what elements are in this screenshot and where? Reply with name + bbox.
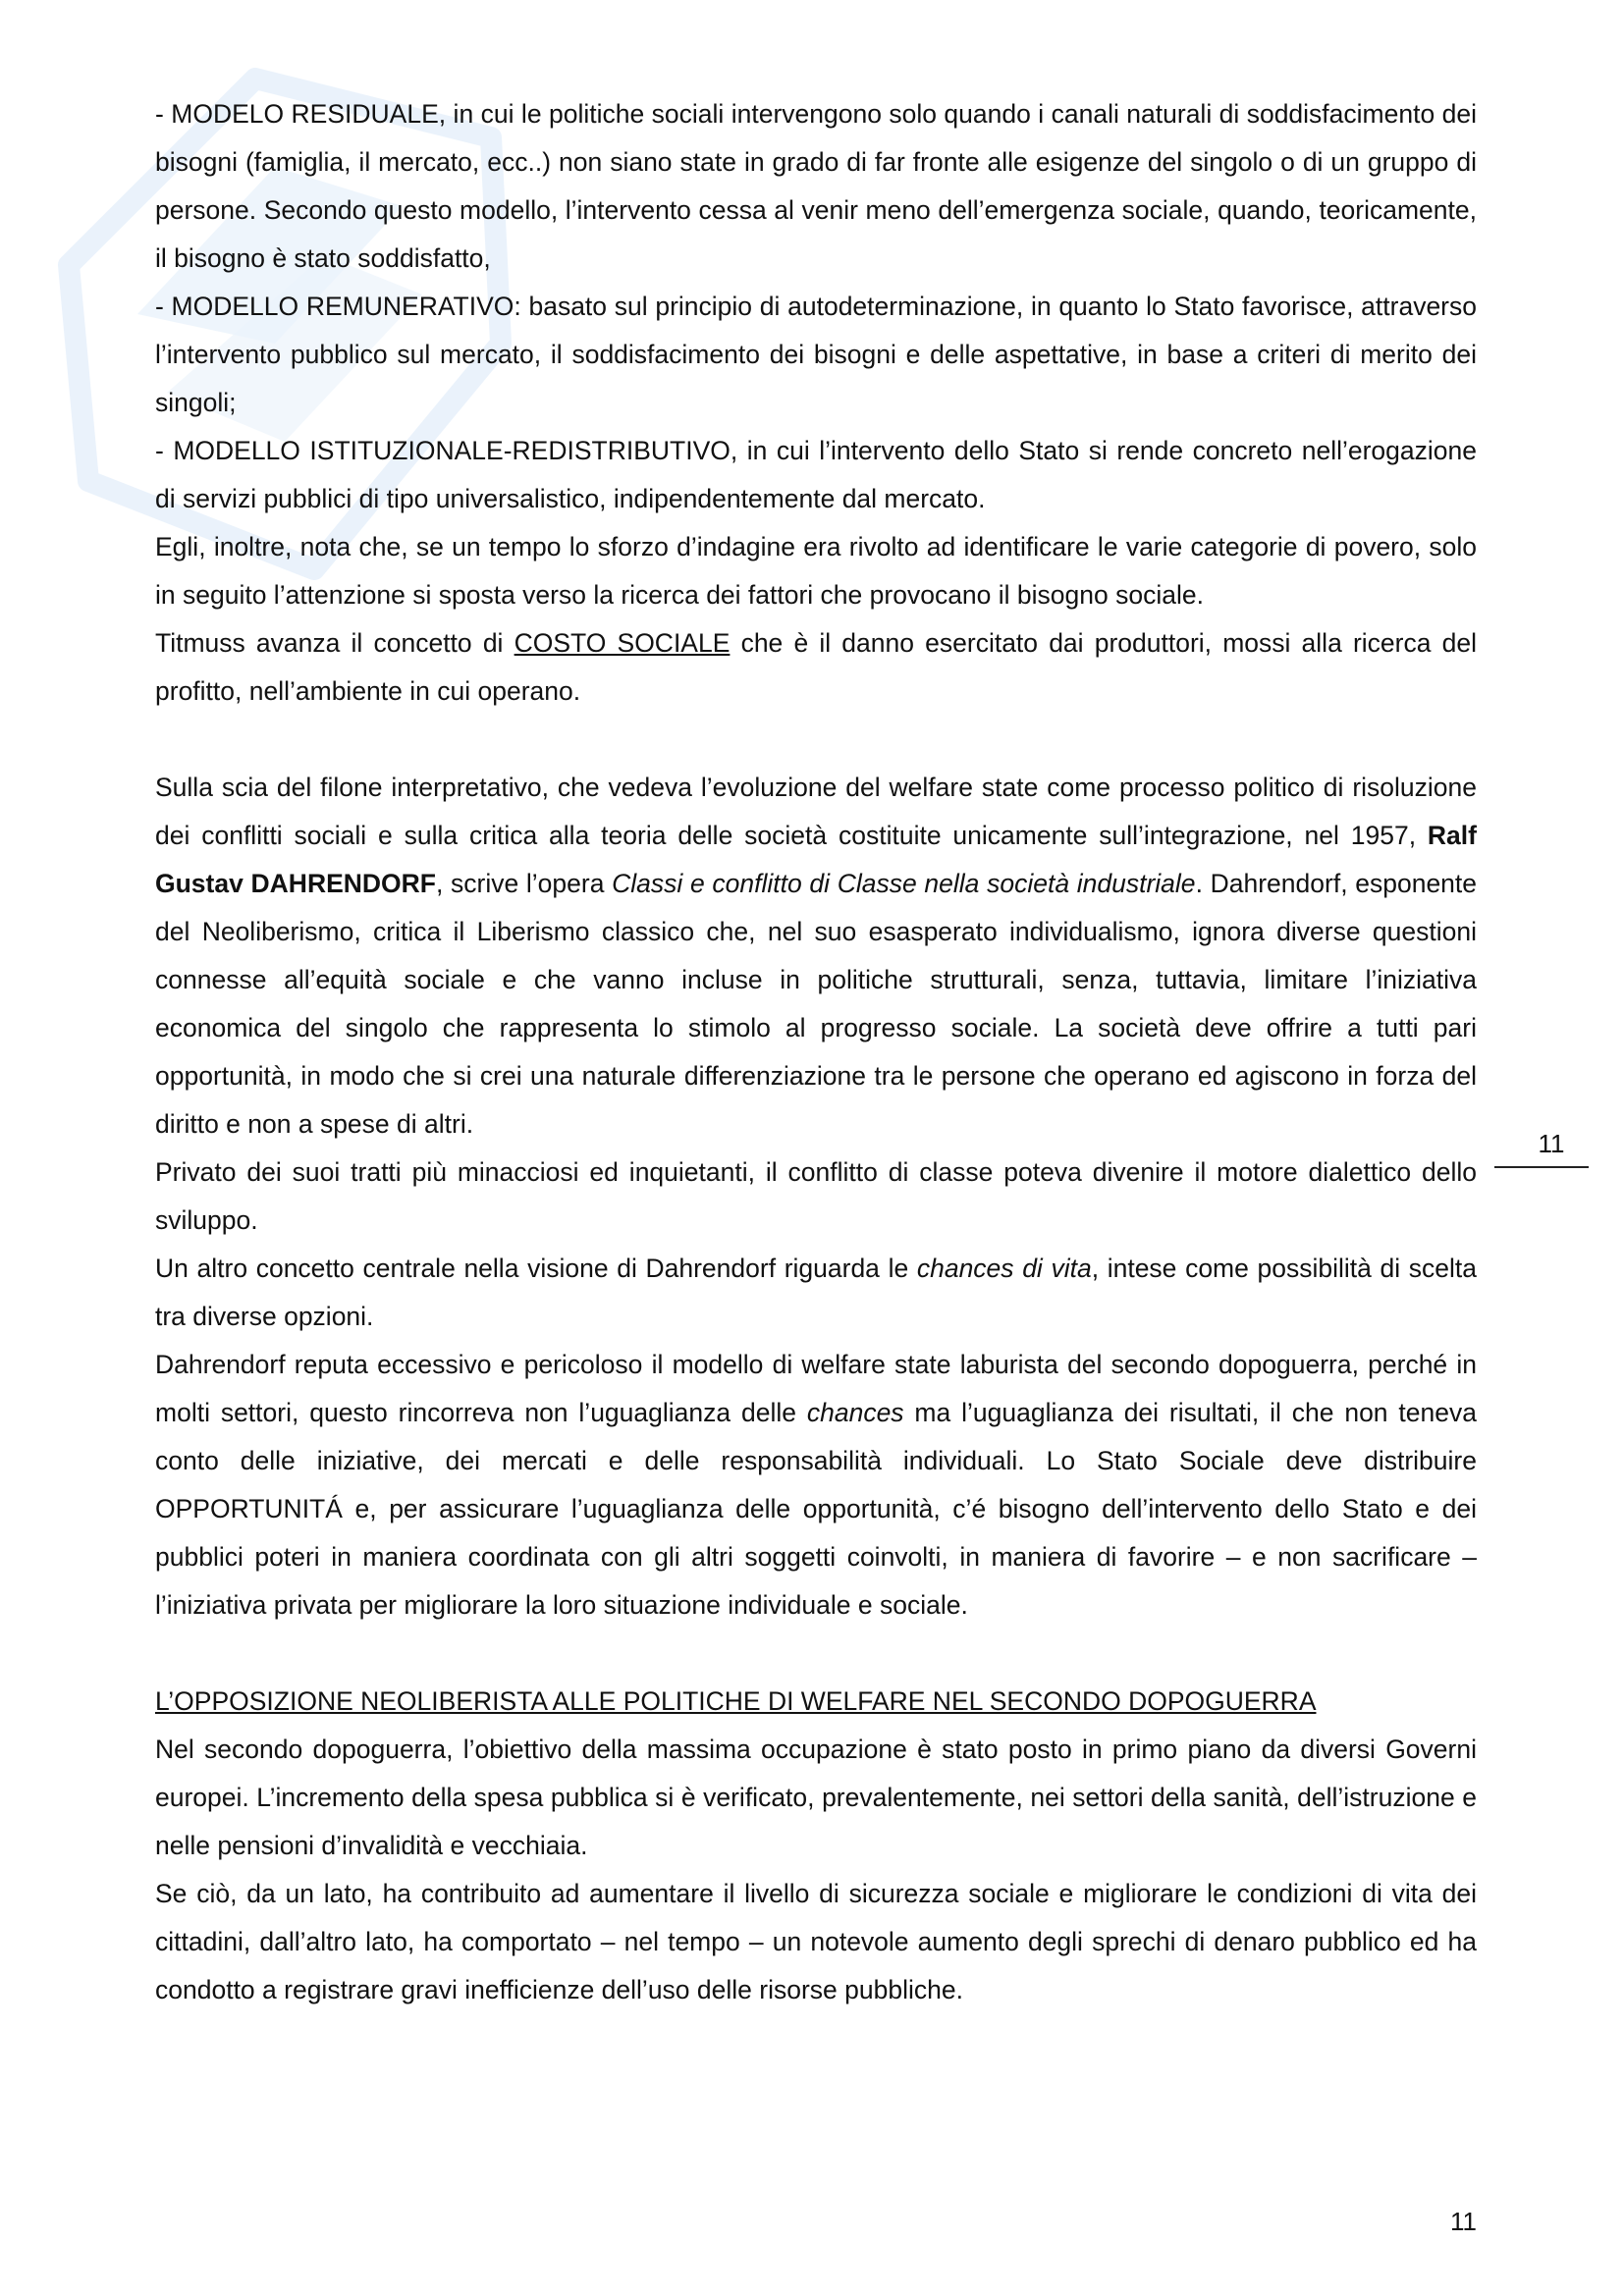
term-chances-di-vita: chances di vita: [916, 1254, 1092, 1283]
author-name: Ralf Gustav DAHRENDORF: [155, 821, 1477, 898]
body-text: [155, 90, 1477, 2014]
paragraph-dahrendorf: Sulla scia del filone interpretativo, che vedeva l’evoluzione del welfare state come processo politico di risoluzione dei conflitti sociali e sulla critica alla teoria delle società costituite unicamente sull’integrazione, nel 1957, Ralf Gustav DAHRENDORF, scrive l’opera Classi e conflitto di Classe nella società industriale. Dahrendorf, esponente del Neoliberismo, critica il Liberismo classico che, nel suo esasperato individualismo, ignora diverse questioni connesse all’equità sociale e che vanno incluse in politiche strutturali, senza, tuttavia, limitare l’iniziativa economica del singolo che rappresenta lo stimolo al progresso sociale. La società deve offrire a tutti pari opportunità, in modo che si crei una naturale differenziazione tra le persone che operano ed agiscono in forza del diritto e non a spese di altri.: [155, 773, 1478, 1139]
section-heading: L’OPPOSIZIONE NEOLIBERISTA ALLE POLITICHE DI WELFARE NEL SECONDO DOPOGUERRA: [155, 1686, 1317, 1716]
paragraph-modello-remunerativo: - MODELLO REMUNERATIVO: basato sul principio di autodeterminazione, in quanto lo Stato favorisce, attraverso l’intervento pubblico sul mercato, il soddisfacimento dei bisogni e delle aspettative, in base a criteri di merito dei singoli;: [155, 292, 1477, 417]
paragraph-secondo-dopoguerra: Nel secondo dopoguerra, l’obiettivo della massima occupazione è stato posto in primo piano da diversi Governi europei. L’incremento della spesa pubblica si è verificato, prevalentemente, nei settori della sanità, dell’istruzione e nelle pensioni d’invalidità e vecchiaia.: [155, 1735, 1477, 1860]
paragraph-modello-istituzionale: - MODELLO ISTITUZIONALE-REDISTRIBUTIVO, in cui l’intervento dello Stato si rende concreto nell’erogazione di servizi pubblici di tipo universalistico, indipendentemente dal mercato.: [155, 436, 1477, 513]
paragraph-conflitto-classe: Privato dei suoi tratti più minacciosi ed inquietanti, il conflitto di classe poteva divenire il motore dialettico dello sviluppo.: [155, 1157, 1477, 1235]
paragraph-gap: [155, 716, 1477, 764]
paragraph-categorie-povero: Egli, inoltre, nota che, se un tempo lo sforzo d’indagine era rivolto ad identificare le varie categorie di povero, solo in seguito l’attenzione si sposta verso la ricerca dei fattori che provocano il bisogno sociale.: [155, 532, 1477, 610]
term-chances: chances: [806, 1398, 904, 1427]
page-number-footer: 11: [1450, 2207, 1477, 2236]
book-title: Classi e conflitto di Classe nella società industriale: [612, 869, 1196, 898]
paragraph-welfare-laburista: Dahrendorf reputa eccessivo e pericoloso il modello di welfare state laburista del secondo dopoguerra, perché in molti settori, questo rincorreva non l’uguaglianza delle chances ma l’uguaglianza dei risultati, il che non teneva conto delle iniziative, dei mercati e delle responsabilità individuali. Lo Stato Sociale deve distribuire OPPORTUNITÁ e, per assicurare l’uguaglianza delle opportunità, c’é bisogno dell’intervento dello Stato e dei pubblici poteri in maniera coordinata con gli altri soggetti coinvolti, in maniera di favorire – e non sacrificare – l’iniziativa privata per migliorare la loro situazione individuale e sociale.: [155, 1350, 1477, 1620]
paragraph-sprechi: Se ciò, da un lato, ha contribuito ad aumentare il livello di sicurezza sociale e migliorare le condizioni di vita dei cittadini, dall’altro lato, ha comportato – nel tempo – un notevole aumento degli sprechi di denaro pubblico ed ha condotto a registrare gravi inefficienze dell’uso delle risorse pubbliche.: [155, 1879, 1477, 2004]
paragraph-costo-sociale: Titmuss avanza il concetto di COSTO SOCIALE che è il danno esercitato dai produttori, mossi alla ricerca del profitto, nell’ambiente in cui operano.: [155, 628, 1478, 706]
term-costo-sociale: COSTO SOCIALE: [514, 628, 731, 658]
paragraph-modello-residuale: - MODELO RESIDUALE, in cui le politiche sociali intervengono solo quando i canali naturali di soddisfacimento dei bisogni (famiglia, il mercato, ecc..) non siano state in grado di far fronte alle esigenze del singolo o di un gruppo di persone. Secondo questo modello, l’intervento cessa al venir meno dell’emergenza sociale, quando, teoricamente, il bisogno è stato soddisfatto,: [155, 99, 1477, 273]
paragraph-chances-di-vita: Un altro concetto centrale nella visione di Dahrendorf riguarda le chances di vita, intese come possibilità di scelta tra diverse opzioni.: [155, 1254, 1478, 1331]
side-divider: [1494, 1166, 1589, 1168]
paragraph-gap: [155, 1629, 1477, 1678]
page-number-side: 11: [1538, 1129, 1565, 1158]
